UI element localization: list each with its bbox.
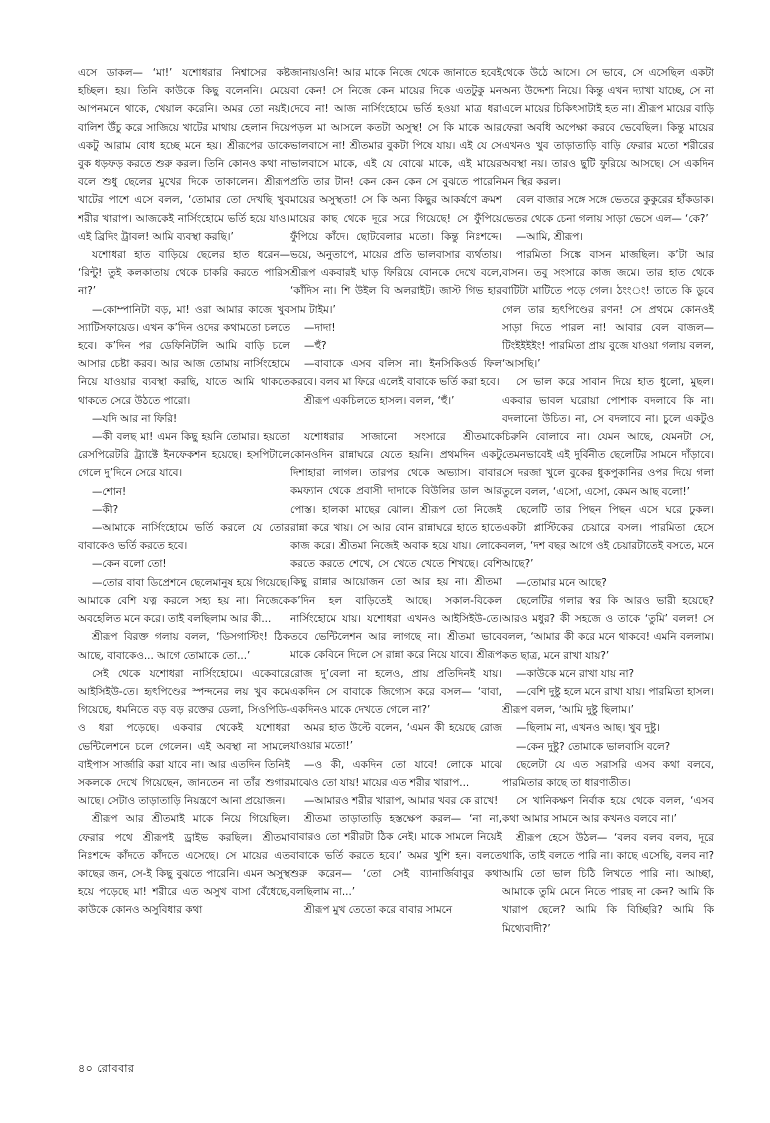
text-column-2 [290, 64, 502, 1034]
paragraph: —হুঁ? [304, 340, 327, 353]
page-footer [78, 1060, 135, 1079]
paragraph: ছেলেটা যে এত সরাসরি এসব কথা বলবে, পারমিতার কাছে তা ধারণাতীত। [502, 758, 714, 789]
paragraph: —কোম্পানিটা বড়, মা! ওরা আমার কাজে খুব স্যাটিসফায়েড। এখন ক’দিন ওদের কথামতো চলতে হবে। ক’দিন পর ডেফিনিটলি আমি বাড়ি চলে আসার চেষ্টা করব। আর আজ তোমায় নার্সিংহোমে নিয়ে যাওয়ার ব্যবস্থা করছি, যাতে আমি থাকতে থাকতে সেরে উঠতে পারো। [78, 303, 290, 407]
text-column-3 [502, 64, 714, 1034]
paragraph: —দাদা! [304, 321, 336, 334]
paragraph: সেই থেকে যশোধরা নার্সিংহোমে। একেবারে আইসিইউ-তে। হৃৎপিণ্ডের স্পন্দনের লয় খুব কমে গিয়েছে, ধমনিতে বড় বড় রক্তের ডেলা, সিওপিডি-ও ধরা পড়েছে। একবার থেকেই যশোধরা ভেন্টিলেশনে চলে গেলেন। এই অবস্থা না সামলে বাইপাস সার্জারি করা যাবে না। আর এতদিন তিনিই সকলকে দেখে গিয়েছেন, জানতেন না তাঁর শুগার আছে। সেটাও তাড়াতাড়ি নিয়ন্ত্রণে আনা প্রয়োজন। [78, 667, 290, 808]
paragraph: —ছিলাম না, এখনও আছ। খুব দুষ্টু। [516, 722, 660, 735]
paragraph: —আমি, শ্রীরূপ। [516, 230, 584, 243]
paragraph: বেল বাজার সঙ্গে সঙ্গে ভেতরে কুকুরের হাঁকডাক। ভেতর থেকে চেনা গলায় সাড়া ভেসে এল— ‘কে?’ [502, 194, 714, 225]
paragraph: শ্রীরূপ আর শ্রীতমাই মাকে নিয়ে গিয়েছিল। ফেরার পথে শ্রীরূপই ড্রাইভ করছিল। শ্রীতমা নিঃশব্দে কাঁদতে কাঁদতে এসেছে। সে মায়ের এত কাছের জন, সে-ই কিছু বুঝতে পারেনি। এমন অসুস্থ হয়ে পড়েছে মা! শরীরে এত অসুখ বাসা বেঁধেছে, কাউকে কোনও অসুবিধার কথা [78, 813, 290, 917]
paragraph: —আমারও শরীর খারাপ, আমার খবর কে রাখে! [304, 794, 499, 807]
paragraph: —কী বলছ মা! এমন কিছু হয়নি তোমার। হয়তো রেসপিরেটরি ট্র্যাক্টে ইনফেকশন হয়েছে। হসপিটালে গেলে দু’দিনে সেরে যাবে। [78, 431, 290, 480]
text-column-1 [78, 64, 290, 1034]
magazine-name: রোববার [97, 1062, 135, 1075]
paragraph: —বাবাকে এসব বলিস না। ইনসিকিওর্ড ফিল করবে। বলব মা ফিরে এলেই বাবাকে ভর্তি করা হবে। [290, 358, 502, 389]
paragraph: ছেলেটির গলার স্বর কি আরও ভারী হয়েছে? আরও মধুর? কী সহজে ও তাকে ‘তুমি’ বলল! সে বলল, ‘আমার কী করে মনে থাকবে! এমনি বললাম। কত ছাত্র, মনে রাখা যায়?’ [502, 594, 714, 662]
paragraph: —বেশি দুষ্টু হলে মনে রাখা যায়। পারমিতা হাসল। শ্রীরূপ বলল, ‘আমি দুষ্টু ছিলাম।’ [502, 685, 714, 717]
paragraph: সে খানিকক্ষণ নির্বাক হয়ে থেকে বলল, ‘এসব কথা আমার সামনে আর কখনও বলবে না।’ [502, 795, 714, 826]
paragraph: —আমাকে নার্সিংহোমে ভর্তি করলে যে তোর বাবাকেও ভর্তি করতে হবে। [78, 522, 290, 553]
paragraph: থেকে উঠে আসে। সে ভাবে, সে এসেছিল একটা অন্য উদ্দেশ্য নিয়ে। কিন্তু এখন দ্যাখা যাচ্ছে, সে না এলে মায়ের চিকিৎসাটাই হত না। শ্রীরূপ মায়ের বাড়ি ফেরা অবধি অপেক্ষা করবে ভেবেছিল। কিন্তু মায়ের এখনও খুব তাড়াতাড়ি বাড়ি ফেরার মতো শরীরের অবস্থা নয়। তারও ছুটি ফুরিয়ে আসছে। সে একদিন মন স্থির করল। [502, 67, 714, 189]
paragraph: যশোধরার সাজানো সংসারে শ্রীতমাকে কোনওদিন রান্নাঘরে যেতে হয়নি। প্রথমদিন একটু দিশাহারা লাগল। তারপর থেকে অভ্যাস। বাবার কমফ্যান থেকে প্রবাসী দাদাকে বিউলির ডাল আর পোস্ত। হালকা মাছের ঝোল। শ্রীরূপ তো নিজেই রান্না করে খায়। সে আর বোন রান্নাঘরে হাতে হাতে কাজ করে। শ্রীতমা নিজেই অবাক হয়ে যায়। লোকে করতে করতে শেখে, সে খেতে খেতে শিখছে। বেশি কিছু রান্নার আয়োজন তো আর হয় না। শ্রীতমা ক’দিন হল বাড়িতেই আছে। সকাল-বিকেল নার্সিংহোমে যায়। যশোধরা এখনও আইসিইউ-তে। তবে ভেন্টিলেশন আর লাগছে না। শ্রীতমা ভাবে মাকে কেবিনে দিলে সে রান্না করে নিয়ে যাবে। শ্রীরূপ রোজ দু’বেলা না হলেও, প্রায় প্রতিদিনই যায়। একদিন সে বাবাকে জিগ্যেস করে বসল— ‘বাবা, একদিনও মাকে দেখতে গেলে না?’ [290, 430, 502, 716]
paragraph: শ্রীতমা তাড়াতাড়ি হস্তক্ষেপ করল— ‘না না, বাবারও তো শরীরটা ঠিক নেই। মাকে সামলে নিয়েই বাবাকে ভর্তি করতে হবে।’ অমর খুশি হন। বলতে শুরু করেন— ‘তো সেই ব্যানার্জিবাবুর কথা বলছিলাম না...’ [290, 813, 502, 898]
paragraph: ছেলেটি তার পিছন পিছন এসে ঘরে ঢুকল। একটা প্লাস্টিকের চেয়ারে বসল। পারমিতা হেসে বলল, ‘দশ বছর আগে ওই চেয়ারটাতেই বসতে, মনে আছে?’ [502, 503, 714, 571]
paragraph: শ্রীরূপ বিরক্ত গলায় বলল, ‘ডিসগাস্টিং! ঠিক আছে, বাবাকেও... আগে তোমাকে তো...’ [78, 631, 290, 662]
paragraph: শ্রীরূপ হেসে উঠল— ‘বলব বলব বলব, দূরে থাকি, তাই বলতে পারি না। কাছে এসেছি, বলব না? আমি তো ভাল চিঠি লিখতে পারি না। আচ্ছা, আমাকে তুমি মেনে নিতে পারছ না কেন? আমি কি খারাপ ছেলে? আমি কি বিচ্ছিরি? আমি কি মিথ্যেবাদী?’ [502, 831, 714, 935]
paragraph: অমর হাত উল্টে বলেন, ‘এমন কী হয়েছে রোজ যাওয়ার মতো!’ [290, 722, 502, 753]
paragraph: —কী? [92, 503, 119, 516]
paragraph: সে ভাল করে সাবান দিয়ে হাত ধুলো, মুছল। একবার ভাবল ঘরোয়া পোশাক বদলাবে কি না। বদলানো উচিত। না, সে বদলাবে না। চুলে একটুও চিরুনি বোলাবে না। যেমন আছে, যেমনটা সে, তেমনভাবেই এই দুর্বিনীত ছেলেটির সামনে দাঁড়াবে। সে দরজা খুলে বুকের ধুকপুকানির ওপর দিয়ে গলা তুলে বলল, ‘এসো, এসো, কেমন আছ বলো!’ [502, 376, 714, 498]
paragraph: —কেন বলো তো! [92, 558, 167, 571]
paragraph: —কেন দুষ্টু? তোমাকে ভালবাসি বলে? [516, 740, 671, 753]
paragraph: জানায়ওনি! আর মাকে নিজে থেকে জানাতে হবেই বা কেন! সে নিজে কেন মায়ের দিকে এতটুকু মন দেবে না! আজ নার্সিংহোমে ভর্তি হওয়া মাত্র ধরা পড়ল মা আসলে কতটা অসুস্থ! সে কি মাকে আর ভালবাসে না! শ্রীতমার বুকটা পিষে যায়। এই যে সে ভালবাসে মাকে, এই যে বোঝে মাকে, এই মায়ের প্রতি তার টান! কেন কেন কেন সে বুঝতে পারেনি মায়ের অসুস্থতা! সে কি অন্য কিছুর আকর্ষণে ক্রমশ মায়ের কাছ থেকে দূরে সরে গিয়েছে! সে ফুঁপিয়ে ফুঁপিয়ে কাঁদে। ছোটবেলার মতো। কিন্তু নিঃশব্দে। ভয়ে, অনুতাপে, মায়ের প্রতি ভালবাসার ব্যর্থতায়। শ্রীরূপ একবারই ঘাড় ফিরিয়ে বোনকে দেখে বলে, ‘কাঁদিস না। শি উইল বি অলরাইট। জাস্ট গিভ হার সাম টাইম।’ [290, 67, 502, 316]
paragraph: —যদি আর না ফিরি! [92, 412, 178, 425]
paragraph: —তোর বাবা ডিপ্রেশনে ছেলেমানুষ হয়ে গিয়েছে। আমাকে বেশি যত্ন করলে সহ্য হয় না। নিজেকে অবহেলিত মনে করে। তাই বলছিলাম আর কী... [78, 576, 290, 626]
paragraph: এসে ডাকল— ‘মা!’ যশোধরার নিশ্বাসের কষ্ট হচ্ছিল। হয়। তিনি কাউকে কিছু বলেননি। মেয়ে আপনমনে থাকে, খেয়াল করেনি। অমর তো নয়ই। বালিশ উঁচু করে সাজিয়ে খাটের মাথায় হেলান দিয়ে একটু আরাম বোধ হচ্ছে মনে হয়। শ্রীরূপের ডাকে বুক ধড়ফড় করতে শুরু করল। তিনি কোনও কথা না বলে শুধু ছেলের মুখের দিকে তাকালেন। শ্রীরূপ খাটের পাশে এসে বলল, ‘তোমার তো দেখছি খুব শরীর খারাপ। আজকেই নার্সিংহোমে ভর্তি হয়ে যাও। এই ব্রিদিং ট্রাবল! আমি ব্যবস্থা করছি।’ [78, 67, 290, 243]
paragraph: শ্রীরূপ একচিলতে হাসল। বলল, ‘হুঁ।’ [304, 394, 455, 407]
page-number: ৪০ [78, 1062, 94, 1075]
paragraph: শ্রীরূপ মুখ তেতো করে বাবার সামনে [304, 904, 453, 917]
paragraph: —তোমার মনে আছে? [516, 576, 607, 589]
paragraph: যশোধরা হাত বাড়িয়ে ছেলের হাত ধরেন— ‘রিন্টু! তুই কলকাতায় থেকে চাকরি করতে পারিস না?’ [78, 249, 290, 298]
paragraph: —শোন! [92, 485, 127, 498]
paragraph: —কাউকে মনে রাখা যায় না? [516, 667, 634, 680]
paragraph: পারমিতা সিঙ্কে বাসন মাজছিল। ক’টা আর বাসন। তবু সংসারে কাজ জমে। তার হাত থেকে বাটিটা মাটিতে পড়ে গেল। ঠংংং! তাতে কি ডুবে গেল তার হৃৎপিণ্ডের রণন! সে প্রথমে কোনওই সাড়া দিতে পারল না! আবার বেল বাজল— টিংইইইইং! পারমিতা প্রায় বুজে যাওয়া গলায় বলল, ‘আসছি।’ [502, 249, 714, 371]
paragraph: —ও কী, একদিন তো যাবে! লোকে মাঝে মাঝেও তো যায়! মায়ের এত শরীর খারাপ... [290, 758, 502, 789]
